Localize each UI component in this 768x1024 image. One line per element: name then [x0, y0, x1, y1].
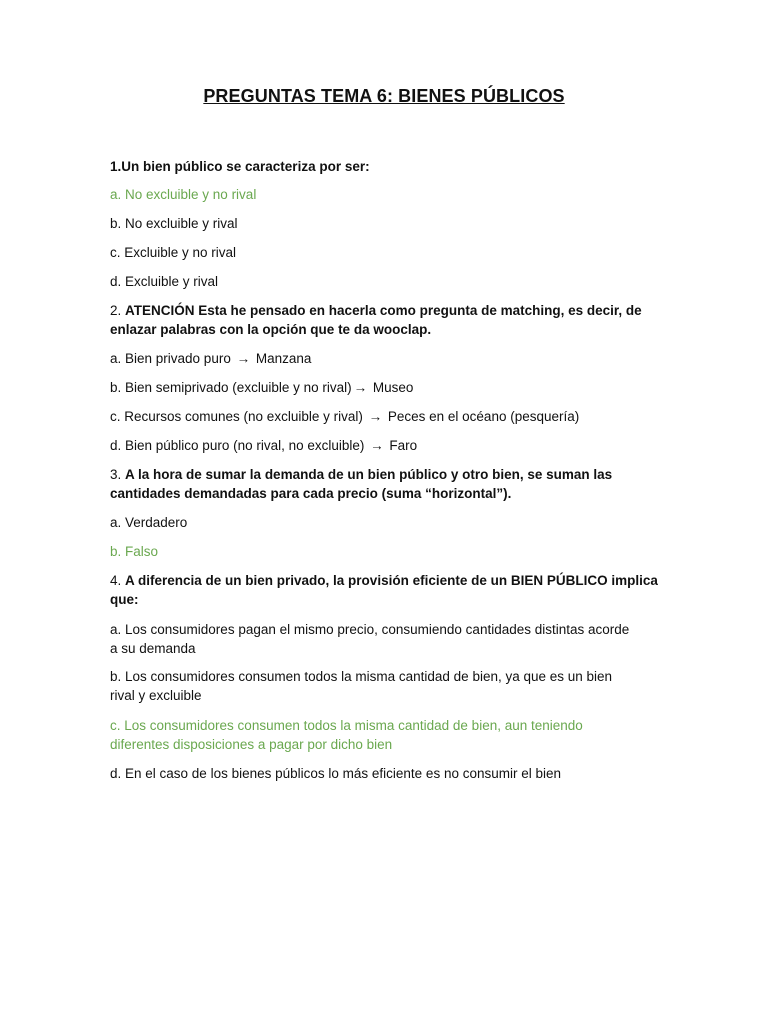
question-4-stem-text: A diferencia de un bien privado, la provisión eficiente de un BIEN PÚBLICO implica — [125, 573, 658, 588]
question-3-stem-line-1 — [110, 465, 670, 484]
match-a-left: a. Bien privado puro — [110, 351, 231, 366]
match-a-right: Manzana — [255, 351, 312, 366]
question-2-stem-line-1 — [110, 301, 670, 320]
question-3-option-b: b. Falso — [110, 544, 159, 559]
question-2-match-a — [110, 349, 670, 368]
match-c-right: Peces en el océano (pesquería) — [387, 409, 580, 424]
match-d-right: Faro — [389, 438, 418, 453]
question-1-option-a: a. No excluible y no rival — [110, 187, 257, 202]
match-b-right: Museo — [372, 380, 414, 395]
question-2-stem-text: ATENCIÓN Esta he pensado en hacerla como pregunta de matching, es decir, de — [125, 303, 642, 318]
question-4-option-c-line-2: diferentes disposiciones a pagar por dicho bien — [110, 737, 393, 752]
arrow-right-icon: → — [353, 380, 368, 395]
arrow-right-icon: → — [236, 351, 251, 366]
question-1-option-c: c. Excluible y no rival — [110, 245, 237, 260]
question-2-match-c — [110, 407, 670, 426]
question-3-option-a: a. Verdadero — [110, 515, 188, 530]
question-1-option-b: b. No excluible y rival — [110, 216, 238, 231]
question-4-stem-line-2: que: — [110, 592, 139, 607]
match-b-left: b. Bien semiprivado (excluible y no rival) — [110, 380, 352, 395]
question-3-stem-line-2: cantidades demandadas para cada precio (suma “horizontal”). — [110, 486, 512, 501]
question-4-option-a-line-1: a. Los consumidores pagan el mismo precio, consumiendo cantidades distintas acorde — [110, 622, 630, 637]
arrow-right-icon: → — [370, 438, 384, 453]
question-4-option-b-line-1: b. Los consumidores consumen todos la misma cantidad de bien, ya que es un bien — [110, 669, 613, 684]
match-d-left: d. Bien público puro (no rival, no excluible) — [110, 438, 365, 453]
question-2-match-b — [110, 378, 670, 397]
question-3-stem-text: A la hora de sumar la demanda de un bien público y otro bien, se suman las — [125, 467, 613, 482]
question-2-match-d — [110, 436, 670, 455]
question-1-option-d: d. Excluible y rival — [110, 274, 219, 289]
question-4-option-c-line-1: c. Los consumidores consumen todos la misma cantidad de bien, aun teniendo — [110, 718, 583, 733]
question-4-option-d: d. En el caso de los bienes públicos lo más eficiente es no consumir el bien — [110, 766, 562, 781]
page-title: PREGUNTAS TEMA 6: BIENES PÚBLICOS — [203, 86, 565, 106]
question-4-option-a-line-2: a su demanda — [110, 641, 196, 656]
question-4-number: 4. — [110, 573, 126, 588]
question-4-stem-line-1 — [110, 571, 670, 590]
question-4-option-b-line-2: rival y excluible — [110, 688, 202, 703]
question-2-stem-line-2: enlazar palabras con la opción que te da wooclap. — [110, 322, 432, 337]
match-c-left: c. Recursos comunes (no excluible y rival) — [110, 409, 363, 424]
question-1-stem: 1.Un bien público se caracteriza por ser: — [110, 159, 370, 174]
question-2-number: 2. — [110, 303, 126, 318]
question-3-number: 3. — [110, 467, 126, 482]
arrow-right-icon: → — [368, 409, 383, 424]
